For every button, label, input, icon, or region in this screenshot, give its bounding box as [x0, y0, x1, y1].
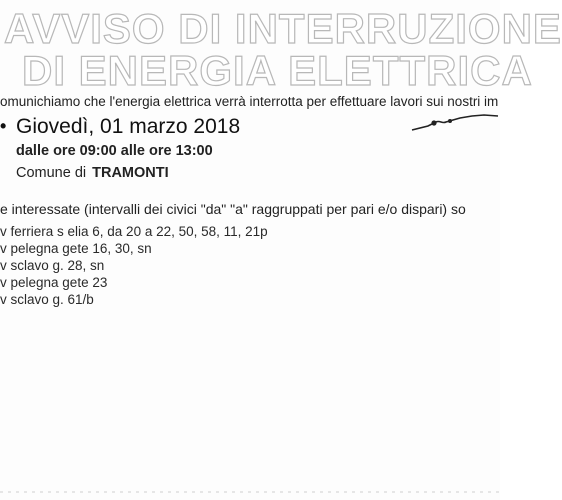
comune-label: Comune di	[16, 165, 87, 181]
intro-text: omunichiamo che l'energia elettrica verrà interrotta per effettuare lavori sui nostri im	[0, 94, 499, 109]
street-item: v sclavo g. 61/b	[0, 292, 94, 307]
street-item: v pelegna gete 16, 30, sn	[0, 241, 152, 256]
comune-name: TRAMONTI	[92, 165, 169, 181]
date-bullet: •	[0, 116, 7, 136]
street-list	[0, 223, 268, 308]
street-item: v sclavo g. 28, sn	[0, 258, 105, 273]
street-item: v ferriera s elia 6, da 20 a 22, 50, 58, 11, 21p	[0, 224, 268, 239]
notice-title-line2: DI ENERGIA ELETTRICA	[22, 47, 533, 94]
comune-line	[16, 165, 169, 181]
scan-noise-line	[0, 490, 500, 494]
outage-date: Giovedì, 01 marzo 2018	[16, 115, 241, 138]
street-item: v pelegna gete 23	[0, 275, 108, 290]
zones-header: e interessate (intervalli dei civici "da" "a" raggruppati per pari e/o dispari) so	[0, 201, 466, 217]
notice-title-line1: AVVISO DI INTERRUZIONE	[4, 5, 562, 52]
outage-hours: dalle ore 09:00 alle ore 13:00	[16, 143, 213, 159]
pen-stroke-mark	[410, 110, 500, 140]
